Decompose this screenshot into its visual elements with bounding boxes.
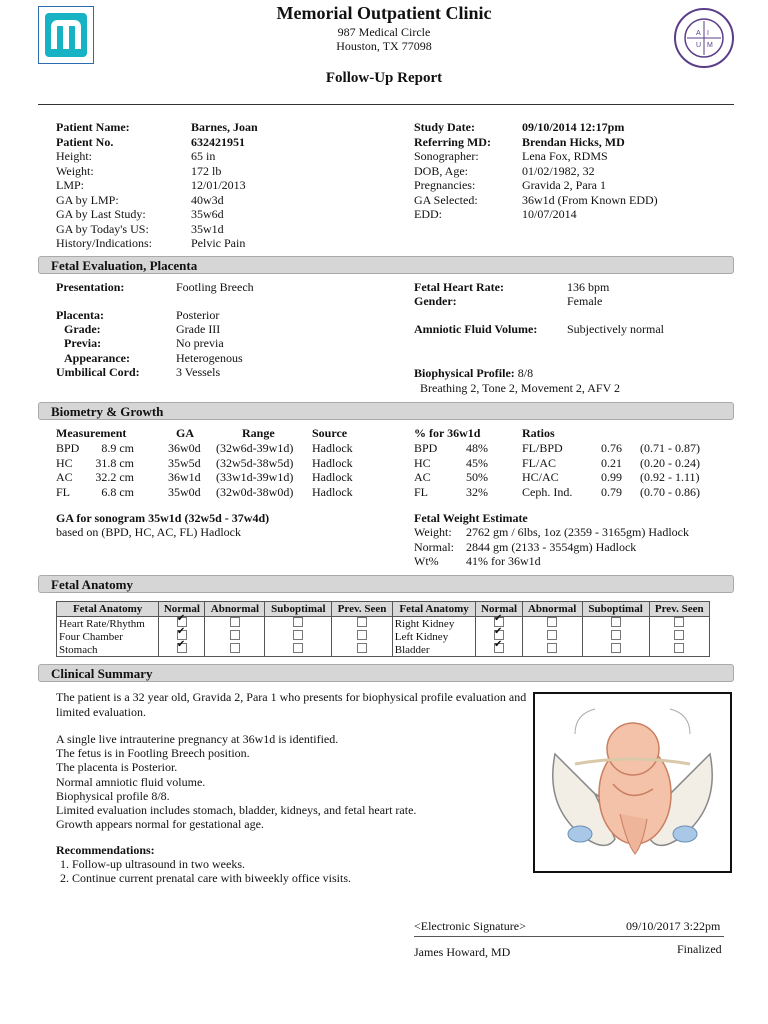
biophysical-profile-detail: Breathing 2, Tone 2, Movement 2, AFV 2 [420,381,621,395]
anatomy-check-cell [332,630,392,643]
ratio-name: FL/AC [522,455,557,470]
patient-field-label: Height: [56,149,92,163]
anatomy-column-header: Normal [476,602,522,617]
anatomy-check-cell [582,630,649,643]
percentile-measurement: AC [414,470,431,484]
anatomy-check-cell [522,617,582,631]
appearance-label: Appearance: [64,351,130,365]
study-field-label: Sonographer: [414,149,479,163]
section-title: Clinical Summary [51,666,153,681]
anatomy-check-cell [332,617,392,631]
biometry-value: 31.8 cm [95,455,134,470]
ratio-value: 0.21 [601,455,622,470]
patient-field-label: LMP: [56,178,85,192]
fetal-position-illustration [533,692,732,873]
section-fetal-anatomy [38,575,734,593]
study-field-label: EDD: [414,207,442,221]
fetal-weight-title: Fetal Weight Estimate [414,511,528,525]
normal-label: Normal: [414,540,454,554]
ga-for-sonogram: GA for sonogram 35w1d (32w5d - 37w4d) [56,511,270,525]
ratio-range: (0.20 - 0.24) [640,455,700,470]
patient-field-label: Weight: [56,163,94,178]
patient-field-label: GA by Today's US: [56,221,149,236]
unchecked-checkbox-icon [547,617,557,627]
biometry-range: (33w1d-39w1d) [216,470,294,484]
clinic-address-line2: Houston, TX 77098 [336,39,432,53]
svg-text:A: A [696,30,701,37]
study-field-value: Lena Fox, RDMS [522,149,608,163]
summary-paragraph-line1: The patient is a 32 year old, Gravida 2, Para 1 who presents for biophysical profile evaluation and [56,690,527,704]
anatomy-check-cell [265,643,332,657]
anatomy-column-header: Abnormal [522,602,582,617]
placenta-value: Posterior [176,308,220,322]
wt-percent-label: Wt% [414,554,439,568]
section-title: Fetal Anatomy [51,577,133,592]
anatomy-column-header: Fetal Anatomy [57,602,159,617]
biometry-ga: 35w0d [168,484,201,499]
study-field-value: 01/02/1982, 32 [522,163,595,178]
ratio-value: 0.79 [601,484,622,499]
biometry-measurement: BPD [56,441,80,455]
anatomy-column-header: Normal [159,602,205,617]
anatomy-check-cell [476,643,522,657]
biometry-header-range: Range [242,426,275,440]
unchecked-checkbox-icon [293,643,303,653]
summary-finding: Limited evaluation includes stomach, bladder, kidneys, and fetal heart rate. [56,803,417,817]
weight-value: 2762 gm / 6lbs, 1oz (2359 - 3165gm) Hadlock [466,525,689,539]
anatomy-structure: Bladder [392,643,476,657]
header-divider [38,104,734,105]
study-field-value: 09/10/2014 12:17pm [522,120,625,134]
section-fetal-evaluation [38,256,734,274]
summary-finding: The fetus is in Footling Breech position. [56,746,250,761]
percentile-value: 48% [466,441,488,455]
umbilical-cord-label: Umbilical Cord: [56,365,140,379]
patient-field-label: Patient Name: [56,120,130,134]
percentile-value: 50% [466,470,488,484]
patient-field-value: 35w6d [191,207,224,221]
ratio-value: 0.99 [601,470,622,484]
summary-finding: A single live intrauterine pregnancy at 36w1d is identified. [56,732,339,746]
patient-field-value: Barnes, Joan [191,120,258,134]
anatomy-structure: Right Kidney [392,617,476,631]
clinic-address-line1: 987 Medical Circle [337,25,431,39]
percentile-measurement: FL [414,484,429,499]
anatomy-structure: Stomach [57,643,159,657]
unchecked-checkbox-icon [293,617,303,627]
previa-label: Previa: [64,336,102,350]
accreditation-seal-icon [673,7,735,69]
svg-text:M: M [707,42,713,49]
unchecked-checkbox-icon [230,630,240,640]
patient-field-label: GA by Last Study: [56,207,146,221]
study-field-label: DOB, Age: [414,163,468,178]
unchecked-checkbox-icon [611,643,621,653]
fetal-anatomy-table [56,601,710,657]
section-title: Fetal Evaluation, Placenta [51,258,198,273]
anatomy-check-cell [649,643,710,657]
anatomy-check-cell [582,643,649,657]
anatomy-structure: Heart Rate/Rhythm [57,617,159,631]
percentile-measurement: BPD [414,441,438,455]
anatomy-check-cell [582,617,649,631]
study-field-label: Study Date: [414,120,476,134]
anatomy-column-header: Fetal Anatomy [392,602,476,617]
anatomy-column-header: Suboptimal [582,602,649,617]
unchecked-checkbox-icon [547,643,557,653]
summary-finding: Biophysical profile 8/8. [56,788,170,803]
svg-text:I: I [707,30,709,37]
amniotic-fluid-value: Subjectively normal [567,322,664,336]
biophysical-profile: Biophysical Profile: 8/8 [414,366,534,380]
biometry-header-ga: GA [176,426,194,440]
study-field-value: Brendan Hicks, MD [522,134,625,149]
anatomy-check-cell [649,617,710,631]
patient-field-label: GA by LMP: [56,192,119,207]
summary-finding: Normal amniotic fluid volume. [56,774,206,789]
anatomy-check-cell [159,643,205,657]
fetal-heart-rate-label: Fetal Heart Rate: [414,280,504,294]
percentile-measurement: HC [414,455,431,470]
ratio-name: Ceph. Ind. [522,484,573,499]
biometry-ga: 35w5d [168,455,201,470]
biometry-measurement: HC [56,455,73,470]
biometry-source: Hadlock [312,441,353,455]
umbilical-cord-value: 3 Vessels [176,365,221,379]
biometry-value: 8.9 cm [101,441,134,455]
unchecked-checkbox-icon [357,630,367,640]
section-clinical-summary [38,664,734,682]
signature-date: 09/10/2017 3:22pm [626,919,721,933]
patient-field-label: Patient No. [56,134,114,149]
ga-basis: based on (BPD, HC, AC, FL) Hadlock [56,525,241,539]
gender-value: Female [567,294,603,308]
signing-physician: James Howard, MD [414,945,511,959]
anatomy-structure: Four Chamber [57,630,159,643]
summary-finding: Growth appears normal for gestational age. [56,817,264,832]
anatomy-check-cell [332,643,392,657]
unchecked-checkbox-icon [357,643,367,653]
patient-field-value: 65 in [191,149,216,163]
recommendation-item: 1. Follow-up ultrasound in two weeks. [60,857,245,871]
table-row [57,643,710,657]
unchecked-checkbox-icon [230,643,240,653]
biometry-header-source: Source [312,426,348,440]
unchecked-checkbox-icon [357,617,367,627]
biometry-header-measurement: Measurement [56,426,127,440]
study-field-value: Gravida 2, Para 1 [522,178,606,192]
ratios-header: Ratios [522,426,555,440]
study-field-label: GA Selected: [414,192,478,207]
biometry-ga: 36w0d [168,441,201,455]
signature-line [414,936,724,937]
patient-field-value: 172 lb [191,163,222,178]
patient-field-value: Pelvic Pain [191,236,246,250]
anatomy-check-cell [265,630,332,643]
normal-value: 2844 gm (2133 - 3554gm) Hadlock [466,540,637,554]
electronic-signature: <Electronic Signature> [414,919,526,933]
study-field-label: Pregnancies: [414,178,476,192]
checked-checkbox-icon [494,643,504,653]
ratio-name: FL/BPD [522,441,563,455]
study-field-label: Referring MD: [414,134,491,149]
clinic-name: Memorial Outpatient Clinic [276,3,492,23]
biometry-range: (32w6d-39w1d) [216,441,294,455]
fetal-heart-rate-value: 136 bpm [567,280,610,294]
biometry-source: Hadlock [312,455,353,470]
biometry-source: Hadlock [312,470,353,484]
section-biometry [38,402,734,420]
biometry-value: 6.8 cm [101,484,134,499]
ratio-range: (0.71 - 0.87) [640,441,700,455]
unchecked-checkbox-icon [674,617,684,627]
previa-value: No previa [176,336,224,350]
percentile-value: 45% [466,455,488,470]
unchecked-checkbox-icon [547,630,557,640]
biometry-value: 32.2 cm [95,470,134,484]
checked-checkbox-icon [177,643,187,653]
anatomy-check-cell [205,643,265,657]
grade-value: Grade III [176,322,221,336]
grade-label: Grade: [64,322,101,336]
biometry-range: (32w0d-38w0d) [216,484,294,499]
summary-finding: The placenta is Posterior. [56,760,178,775]
ratio-range: (0.70 - 0.86) [640,484,700,499]
unchecked-checkbox-icon [293,630,303,640]
biometry-source: Hadlock [312,484,353,499]
anatomy-check-cell [265,617,332,631]
study-field-value: 36w1d (From Known EDD) [522,192,658,207]
patient-field-label: History/Indications: [56,236,152,250]
anatomy-column-header: Abnormal [205,602,265,617]
anatomy-structure: Left Kidney [392,630,476,643]
weight-label: Weight: [414,525,452,539]
percentile-header: % for 36w1d [414,426,481,440]
appearance-value: Heterogenous [176,351,243,365]
pelvis-fetus-icon [535,694,730,871]
anatomy-check-cell [205,617,265,631]
patient-field-value: 632421951 [191,134,245,149]
placenta-label: Placenta: [56,308,104,322]
recommendation-item: 2. Continue current prenatal care with biweekly office visits. [60,871,352,886]
anatomy-column-header: Prev. Seen [649,602,710,617]
patient-field-value: 12/01/2013 [191,178,246,192]
anatomy-check-cell [205,630,265,643]
biometry-ga: 36w1d [168,470,201,484]
amniotic-fluid-label: Amniotic Fluid Volume: [414,322,538,336]
patient-field-value: 35w1d [191,221,224,236]
anatomy-column-header: Suboptimal [265,602,332,617]
unchecked-checkbox-icon [674,643,684,653]
summary-paragraph-line2: limited evaluation. [56,705,146,719]
unchecked-checkbox-icon [674,630,684,640]
unchecked-checkbox-icon [230,617,240,627]
unchecked-checkbox-icon [611,630,621,640]
table-row [57,617,710,631]
biometry-measurement: FL [56,484,71,499]
biometry-range: (32w5d-38w5d) [216,455,294,470]
report-title: Follow-Up Report [325,70,443,86]
table-row [57,630,710,643]
percentile-value: 32% [466,484,488,499]
presentation-label: Presentation: [56,280,125,294]
recommendations-title: Recommendations: [56,843,155,857]
anatomy-column-header: Prev. Seen [332,602,392,617]
study-field-value: 10/07/2014 [522,207,577,221]
anatomy-check-cell [522,643,582,657]
ratio-name: HC/AC [522,470,559,484]
ratio-value: 0.76 [601,441,622,455]
report-status: Finalized [677,942,722,956]
section-title: Biometry & Growth [51,404,164,419]
wt-percent-value: 41% for 36w1d [466,554,541,568]
presentation-value: Footling Breech [176,280,254,294]
gender-label: Gender: [414,294,457,308]
patient-field-value: 40w3d [191,192,224,207]
unchecked-checkbox-icon [611,617,621,627]
anatomy-check-cell [649,630,710,643]
svg-text:U: U [696,42,702,49]
biometry-measurement: AC [56,470,73,484]
anatomy-check-cell [522,630,582,643]
ratio-range: (0.92 - 1.11) [640,470,700,484]
